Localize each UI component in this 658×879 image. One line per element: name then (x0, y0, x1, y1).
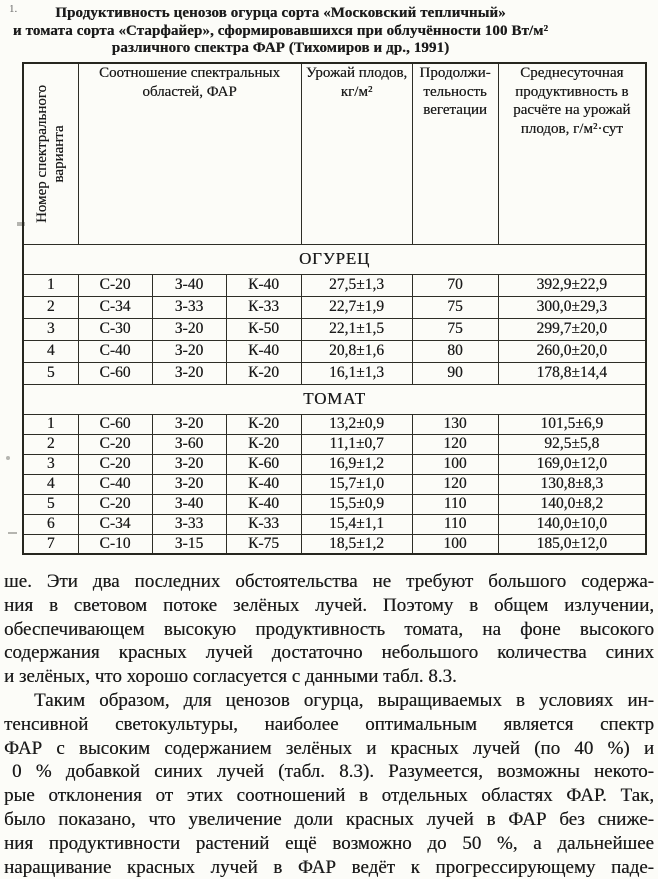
blue-share-cell: С-60 (78, 362, 152, 384)
productivity-cell: 140,0±10,0 (498, 514, 646, 534)
green-share-cell: З-20 (152, 414, 226, 434)
green-share-cell: З-40 (152, 274, 226, 296)
green-share-cell: З-60 (152, 434, 226, 454)
duration-cell: 75 (412, 318, 498, 340)
scan-speck (8, 532, 17, 534)
green-share-cell: З-20 (152, 474, 226, 494)
yield-cell: 20,8±1,6 (301, 340, 412, 362)
red-share-cell: К-40 (226, 474, 301, 494)
body-text (4, 570, 654, 879)
caption-line-2: и томата сорта «Старфайер», сформировавшихся при облучённости 100 Вт/м² (12, 22, 549, 39)
table-row (23, 274, 646, 296)
text-line: рые отклонения от этих соотношений в отдельных областях ФАР. Так, (4, 785, 654, 807)
column-header-variant-number (23, 63, 78, 244)
red-share-cell: К-20 (226, 362, 301, 384)
red-share-cell: К-40 (226, 494, 301, 514)
table-row (23, 454, 646, 474)
productivity-cell: 185,0±12,0 (498, 534, 646, 554)
blue-share-cell: С-20 (78, 494, 152, 514)
table-row (23, 296, 646, 318)
duration-cell: 130 (412, 414, 498, 434)
variant-number-cell: 4 (23, 340, 78, 362)
variant-number-cell: 1 (23, 414, 78, 434)
table-row (23, 514, 646, 534)
variant-number-cell: 2 (23, 434, 78, 454)
productivity-cell: 392,9±22,9 (498, 274, 646, 296)
table-row (23, 340, 646, 362)
text-line: тенсивной светокультуры, наиболее оптимальным является спектр (4, 713, 654, 735)
table-row (23, 474, 646, 494)
text-line: 0 % добавкой синих лучей (табл. 8.3). Разумеется, возможны некото- (12, 761, 654, 783)
red-share-cell: К-20 (226, 434, 301, 454)
blue-share-cell: С-20 (78, 434, 152, 454)
yield-cell: 22,1±1,5 (301, 318, 412, 340)
blue-share-cell: С-20 (78, 454, 152, 474)
caption-line-3: различного спектра ФАР (Тихомиров и др., 1991) (111, 40, 450, 56)
column-header-vegetation-duration: Продолжи-тельность вегетации (412, 63, 498, 244)
productivity-cell: 130,8±8,3 (498, 474, 646, 494)
blue-share-cell: С-60 (78, 414, 152, 434)
variant-number-cell: 3 (23, 318, 78, 340)
scan-artifact-mark: 1. (9, 3, 18, 15)
vertical-text-wrap (26, 66, 76, 242)
productivity-cell: 178,8±14,4 (498, 362, 646, 384)
column-header-daily-productivity: Среднесуточная продуктивность в расчёте на урожай плодов, г/м²·сут (498, 63, 646, 244)
text-line: ния продуктивности растений ещё возможно до 50 %, а дальнейшее (4, 832, 654, 854)
yield-cell: 13,2±0,9 (301, 414, 412, 434)
text-line: ФАР с высоким содержанием зелёных и красных лучей (по 40 %) и (4, 737, 654, 759)
duration-cell: 90 (412, 362, 498, 384)
duration-cell: 110 (412, 494, 498, 514)
table-body (23, 244, 646, 554)
text-line: ше. Эти два последних обстоятельства не требуют большого содержа- (4, 571, 654, 592)
duration-cell: 75 (412, 296, 498, 318)
scan-speck (6, 456, 10, 460)
red-share-cell: К-75 (226, 534, 301, 554)
red-share-cell: К-33 (226, 514, 301, 534)
red-share-cell: К-40 (226, 340, 301, 362)
text-line: ния в световом потоке зелёных лучей. Поэтому в общем излучении, (4, 594, 654, 616)
productivity-table (22, 62, 647, 555)
productivity-cell: 169,0±12,0 (498, 454, 646, 474)
table-header (23, 63, 646, 244)
text-line: содержания красных лучей достаточно небольшого количества синих (4, 642, 654, 664)
section-label: ОГУРЕЦ (23, 244, 646, 274)
blue-share-cell: С-40 (78, 474, 152, 494)
duration-cell: 110 (412, 514, 498, 534)
column-header-fruit-yield: Урожай плодов, кг/м² (301, 63, 412, 244)
table-row (23, 434, 646, 454)
section-header-row (23, 244, 646, 274)
yield-cell: 11,1±0,7 (301, 434, 412, 454)
duration-cell: 100 (412, 454, 498, 474)
blue-share-cell: С-30 (78, 318, 152, 340)
yield-cell: 15,4±1,1 (301, 514, 412, 534)
section-label: ТОМАТ (23, 384, 646, 414)
green-share-cell: З-33 (152, 296, 226, 318)
yield-cell: 27,5±1,3 (301, 274, 412, 296)
variant-number-cell: 7 (23, 534, 78, 554)
caption-line-1: Продуктивность ценозов огурца сорта «Московский тепличный» (55, 5, 506, 21)
green-share-cell: З-20 (152, 362, 226, 384)
red-share-cell: К-20 (226, 414, 301, 434)
section-header-row (23, 384, 646, 414)
red-share-cell: К-40 (226, 274, 301, 296)
productivity-cell: 299,7±20,0 (498, 318, 646, 340)
red-share-cell: К-60 (226, 454, 301, 474)
table-row (23, 494, 646, 514)
green-share-cell: З-20 (152, 340, 226, 362)
duration-cell: 120 (412, 434, 498, 454)
blue-share-cell: С-34 (78, 296, 152, 318)
table-row (23, 362, 646, 384)
yield-cell: 18,5±1,2 (301, 534, 412, 554)
productivity-cell: 101,5±6,9 (498, 414, 646, 434)
duration-cell: 120 (412, 474, 498, 494)
green-share-cell: З-20 (152, 318, 226, 340)
text-line: наращивание красных лучей в ФАР ведёт к прогрессирующему паде- (4, 856, 654, 878)
duration-cell: 70 (412, 274, 498, 296)
variant-number-cell: 3 (23, 454, 78, 474)
yield-cell: 16,1±1,3 (301, 362, 412, 384)
green-share-cell: З-20 (152, 454, 226, 474)
text-line: было показано, что увеличение доли красных лучей в ФАР без сниже- (4, 808, 654, 830)
red-share-cell: К-33 (226, 296, 301, 318)
productivity-cell: 300,0±29,3 (498, 296, 646, 318)
duration-cell: 80 (412, 340, 498, 362)
duration-cell: 100 (412, 534, 498, 554)
blue-share-cell: С-10 (78, 534, 152, 554)
variant-number-cell: 4 (23, 474, 78, 494)
variant-number-cell: 2 (23, 296, 78, 318)
table-row (23, 414, 646, 434)
productivity-cell: 260,0±20,0 (498, 340, 646, 362)
variant-number-cell: 1 (23, 274, 78, 296)
variant-number-cell: 5 (23, 494, 78, 514)
vertical-text: Номер спектрального варианта (33, 84, 67, 223)
green-share-cell: З-33 (152, 514, 226, 534)
yield-cell: 15,7±1,0 (301, 474, 412, 494)
text-line: Таким образом, для ценозов огурца, выращиваемых в условиях ин- (34, 689, 654, 711)
yield-cell: 15,5±0,9 (301, 494, 412, 514)
column-header-spectral-ratio: Соотношение спектральных областей, ФАР (78, 63, 301, 244)
blue-share-cell: С-34 (78, 514, 152, 534)
blue-share-cell: С-20 (78, 274, 152, 296)
table-header-row (23, 63, 646, 244)
table-caption (8, 5, 553, 58)
variant-number-cell: 5 (23, 362, 78, 384)
text-line: и зелёных, что хорошо согласуется с данными табл. 8.3. (4, 666, 457, 688)
productivity-cell: 92,5±5,8 (498, 434, 646, 454)
yield-cell: 16,9±1,2 (301, 454, 412, 474)
table-row (23, 318, 646, 340)
table-row (23, 534, 646, 554)
green-share-cell: З-40 (152, 494, 226, 514)
variant-number-cell: 6 (23, 514, 78, 534)
green-share-cell: З-15 (152, 534, 226, 554)
yield-cell: 22,7±1,9 (301, 296, 412, 318)
red-share-cell: К-50 (226, 318, 301, 340)
blue-share-cell: С-40 (78, 340, 152, 362)
productivity-cell: 140,0±8,2 (498, 494, 646, 514)
text-line: обеспечивающем высокую продуктивность томата, на фоне высокого (4, 618, 654, 640)
